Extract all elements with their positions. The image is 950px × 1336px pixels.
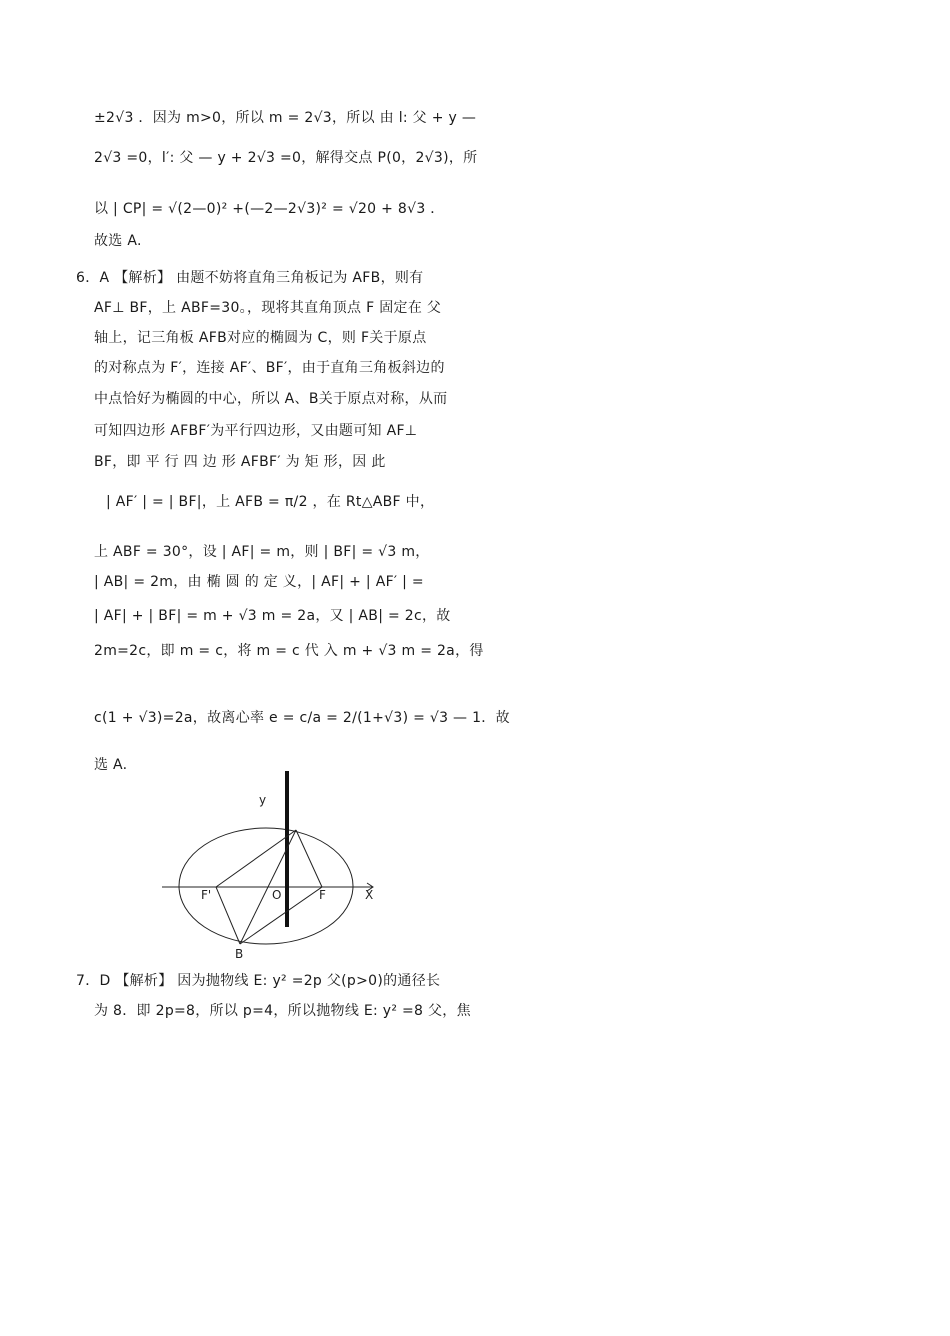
text-line: BF，即 平 行 四 边 形 AFBF′ 为 矩 形，因 此 xyxy=(94,454,386,470)
problem-6-header: 6．A 【解析】 由题不妨将直角三角板记为 AFB，则有 xyxy=(76,270,424,286)
text-line: ±2√3 ．因为 m>0，所以 m = 2√3，所以 由 l: 父 + y — xyxy=(94,110,477,126)
text-line: | AB| = 2m，由 椭 圆 的 定 义，| AF| + | AF′ | = xyxy=(94,574,424,590)
text-line: 上 ABF = 30°，设 | AF| = m，则 | BF| = √3 m， xyxy=(94,544,430,560)
text-line: c(1 + √3)=2a，故离心率 e = c/a = 2/(1+√3) = √3 — 1．故 xyxy=(94,710,510,726)
text-line: AF⊥ BF，上 ABF=30。，现将其直角顶点 F 固定在 父 xyxy=(94,300,442,316)
text-line: | AF| + | BF| = m + √3 m = 2a，又 | AB| = 2c，故 xyxy=(94,608,451,624)
text-line: 2√3 =0，l′: 父 — y + 2√3 =0，解得交点 P(0，2√3)，所 xyxy=(94,150,478,166)
text-line: 可知四边形 AFBF′为平行四边形，又由题可知 AF⊥ xyxy=(94,423,418,439)
label-f-prime: F' xyxy=(201,888,212,902)
text-line: 为 8．即 2p=8，所以 p=4，所以抛物线 E: y² =8 父，焦 xyxy=(94,1003,471,1019)
label-x: X xyxy=(365,888,374,902)
text-line: 故选 A. xyxy=(94,233,142,249)
text-line: 的对称点为 F′，连接 AF′、BF′，由于直角三角板斜边的 xyxy=(94,360,445,376)
text-line: 2m=2c，即 m = c，将 m = c 代 入 m + √3 m = 2a，得 xyxy=(94,643,484,659)
label-y: y xyxy=(259,793,267,807)
segment-fprime-a xyxy=(216,830,296,887)
segment-a-f xyxy=(296,830,322,887)
label-o: O xyxy=(272,888,282,902)
label-b: B xyxy=(235,947,244,961)
ellipse-figure xyxy=(158,768,388,963)
problem-7-header: 7．D 【解析】 因为抛物线 E: y² =2p 父(p>0)的通径长 xyxy=(76,973,441,989)
text-line: 以 | CP| = √(2—0)² +(—2—2√3)² = √20 + 8√3 ． xyxy=(94,201,445,217)
text-line: | AF′ | = | BF|，上 AFB = π/2 ，在 Rt△ABF 中， xyxy=(106,494,435,510)
text-line: 轴上，记三角板 AFB对应的椭圆为 C，则 F关于原点 xyxy=(94,330,427,346)
text-line: 中点恰好为椭圆的中心，所以 A、B关于原点对称，从而 xyxy=(94,391,448,407)
ellipse-curve xyxy=(179,828,353,944)
text-line: 选 A. xyxy=(94,757,128,773)
label-f: F xyxy=(319,888,326,902)
